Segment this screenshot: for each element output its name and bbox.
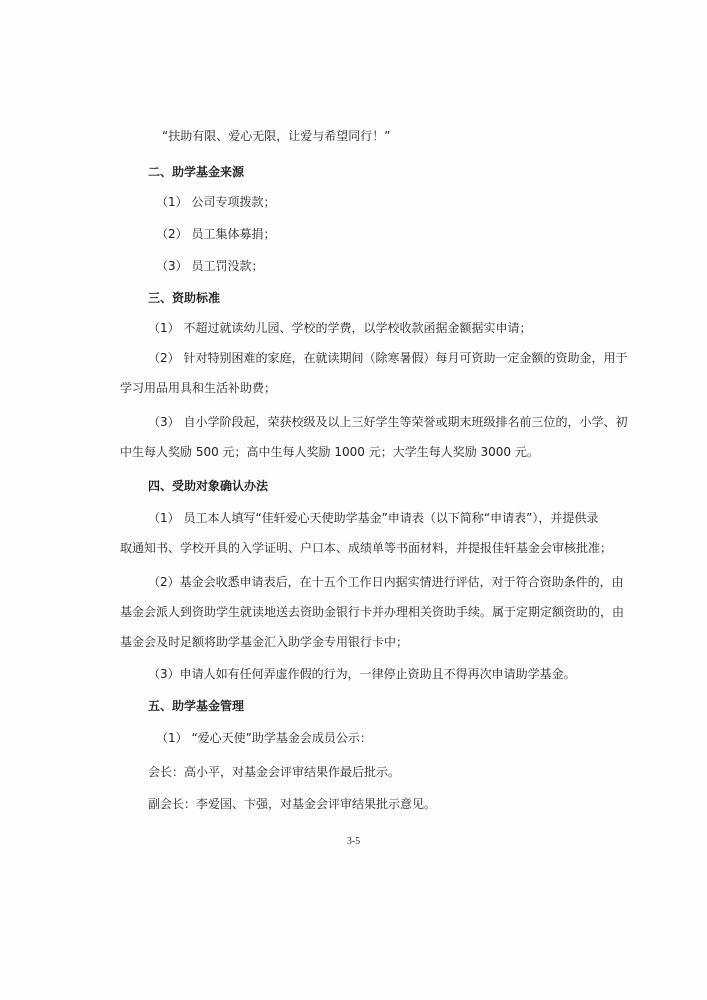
section-2-heading: 二、助学基金来源 — [148, 165, 245, 179]
section-5-item-1: （1） “爱心天使”助学基金会成员公示： — [156, 731, 372, 745]
section-3-item-1: （1） 不超过就读幼儿园、学校的学费，以学校收款函据金额据实申请； — [148, 321, 532, 335]
section-4-heading: 四、受助对象确认办法 — [148, 479, 269, 493]
section-5-heading: 五、助学基金管理 — [148, 699, 245, 713]
section-3-heading: 三、资助标准 — [148, 291, 221, 305]
section-4-item-2-line-3: 基金会及时足额将助学基金汇入助学金专用银行卡中； — [120, 635, 409, 649]
section-4-item-3: （3）申请人如有任何弄虚作假的行为，一律停止资助且不得再次申请助学基金。 — [148, 667, 576, 681]
section-3-item-2-line-2: 学习用品用具和生活补助费； — [120, 381, 277, 395]
section-3-item-3-line-1: （3） 自小学阶段起，荣获校级及以上三好学生等荣誉或期末班级排名前三位的，小学、初 — [148, 415, 628, 429]
section-2-item-2: （2） 员工集体募捐； — [156, 227, 276, 241]
president-line: 会长：高小平，对基金会评审结果作最后批示。 — [148, 765, 401, 779]
section-3-item-2-line-1: （2） 针对特别困难的家庭，在就读期间（除寒暑假）每月可资助一定金额的资助金，用于 — [148, 351, 628, 365]
section-4-item-1-line-1: （1） 员工本人填写“佳轩爱心天使助学基金”申请表（以下简称“申请表”），并提供录 — [148, 511, 599, 525]
slogan-text: “扶助有限、爱心无限，让爱与希望同行！” — [162, 129, 391, 143]
section-4-item-2-line-1: （2）基金会收悉申请表后，在十五个工作日内据实情进行评估，对于符合资助条件的，由 — [148, 575, 624, 589]
section-2-item-3: （3） 员工罚没款； — [156, 259, 264, 273]
section-2-item-1: （1） 公司专项拨款； — [156, 195, 276, 209]
vice-president-line: 副会长：李爱国、卞强，对基金会评审结果批示意见。 — [148, 797, 437, 811]
page-number: 3-5 — [346, 836, 361, 847]
section-3-item-3-line-2: 中生每人奖励 500 元；高中生每人奖励 1000 元；大学生每人奖励 3000 元。 — [120, 445, 539, 459]
section-4-item-2-line-2: 基金会派人到资助学生就读地送去资助金银行卡并办理相关资助手续。属于定期定额资助的，由 — [120, 605, 625, 619]
section-4-item-1-line-2: 取通知书、学校开具的入学证明、户口本、成绩单等书面材料，并提报佳轩基金会审核批准； — [120, 541, 613, 555]
